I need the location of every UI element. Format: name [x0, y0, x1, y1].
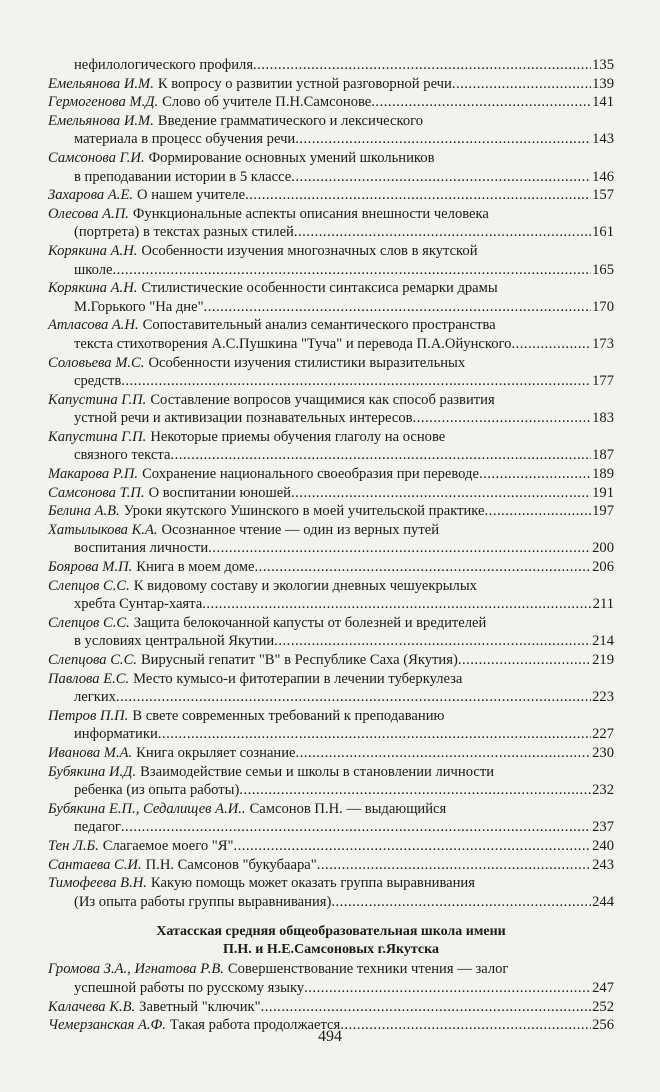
toc-entry	[48, 874, 614, 911]
toc-entry-line	[48, 484, 614, 503]
toc-entry	[48, 93, 614, 112]
toc-author: Бубякина И.Д.	[48, 763, 137, 780]
section-heading-line: Хатасская средняя общеобразовательная школа имени	[156, 924, 506, 940]
toc-title: Совершенствование техники чтения — залог	[227, 961, 509, 978]
dot-leader	[245, 186, 591, 205]
section-heading	[48, 923, 614, 959]
toc-entry-line	[48, 298, 614, 317]
toc-author: Боярова М.П.	[48, 559, 133, 576]
toc-entry-line	[48, 818, 614, 837]
toc-author: Капустина Г.П.	[48, 391, 147, 408]
toc-author: Тен Л.Б.	[48, 837, 99, 854]
toc-author: Захарова А.Е.	[48, 187, 134, 204]
toc-entry-line	[48, 521, 614, 540]
toc-entry	[48, 56, 614, 75]
dot-leader	[413, 409, 592, 428]
toc-page-number: 230	[592, 744, 614, 761]
toc-author: Иванова М.А.	[48, 744, 133, 761]
toc-author: Громова З.А., Игнатова Р.В.	[48, 961, 224, 978]
toc-title: успешной работы по русскому языку	[74, 979, 305, 996]
toc-title: Введение грамматического и лексического	[157, 112, 424, 129]
dot-leader	[291, 484, 591, 503]
dot-leader	[233, 837, 591, 856]
toc-entry	[48, 149, 614, 186]
toc-entry-line	[48, 998, 614, 1017]
toc-title: П.Н. Самсонов "букубаара"	[145, 856, 317, 873]
toc-title: Некоторые приемы обучения глаголу на основе	[150, 428, 446, 445]
dot-leader	[112, 261, 591, 280]
toc-entry	[48, 484, 614, 503]
toc-page-number: 161	[592, 224, 614, 241]
toc-entry	[48, 670, 614, 707]
toc-title: В свете современных требований к преподаванию	[132, 707, 445, 724]
toc-entry-line	[48, 670, 614, 689]
toc-entry	[48, 521, 614, 558]
toc-entry	[48, 744, 614, 763]
toc-entry-line	[48, 763, 614, 782]
toc-list	[48, 960, 614, 1034]
toc-entry-line	[48, 316, 614, 335]
toc-title: Слово об учителе П.Н.Самсонове	[162, 94, 372, 111]
toc-entry-line	[48, 874, 614, 893]
toc-entry-line	[48, 539, 614, 558]
toc-title: Особенности изучения стилистики выразительных	[148, 354, 466, 371]
toc-entry	[48, 800, 614, 837]
toc-title: Функциональные аспекты описания внешности человека	[132, 205, 489, 222]
toc-entry-line	[48, 856, 614, 875]
toc-page-number: 223	[592, 689, 614, 706]
toc-title: нефилологического профиля	[74, 57, 254, 73]
toc-entry-line	[48, 800, 614, 819]
toc-entry-line	[48, 725, 614, 744]
dot-leader	[458, 651, 591, 670]
table-of-contents	[48, 56, 614, 1035]
toc-entry-line	[48, 446, 614, 465]
toc-title: ребенка (из опыта работы)	[74, 782, 240, 799]
toc-entry-line	[48, 149, 614, 168]
toc-entry	[48, 205, 614, 242]
toc-entry	[48, 112, 614, 149]
toc-page-number: 141	[592, 94, 614, 111]
toc-page-number: 232	[592, 782, 614, 799]
toc-entry	[48, 998, 614, 1017]
toc-title: Книга окрыляет сознание	[136, 744, 296, 761]
toc-title: (портрета) в текстах разных стилей	[74, 224, 294, 241]
toc-page-number: 256	[592, 1017, 614, 1034]
toc-entry	[48, 707, 614, 744]
toc-author: Петров П.П.	[48, 707, 129, 724]
dot-leader	[253, 56, 591, 75]
toc-title: хребта Сунтар-хаята	[74, 596, 203, 613]
toc-page-number: 177	[592, 373, 614, 390]
toc-entry-line	[48, 75, 614, 94]
toc-title: Слагаемое моего "Я"	[102, 837, 234, 854]
toc-page-number: 170	[592, 298, 614, 315]
dot-leader	[452, 75, 591, 94]
dot-leader	[317, 856, 591, 875]
toc-title: (Из опыта работы группы выравнивания)	[74, 893, 332, 910]
toc-page-number: 227	[592, 726, 614, 743]
toc-title: Взаимодействие семьи и школы в становлении личности	[140, 763, 495, 780]
toc-entry	[48, 279, 614, 316]
toc-entry-line	[48, 558, 614, 577]
toc-entry	[48, 856, 614, 875]
toc-entry	[48, 242, 614, 279]
toc-title: информатики	[74, 726, 158, 743]
toc-list	[48, 56, 614, 911]
toc-entry	[48, 186, 614, 205]
toc-entry	[48, 558, 614, 577]
toc-title: Осознанное чтение — один из верных путей	[161, 521, 440, 538]
toc-page-number: 252	[592, 998, 614, 1015]
toc-entry-line	[48, 56, 614, 75]
toc-title: школе	[74, 261, 113, 278]
toc-page-number: 206	[592, 559, 614, 576]
dot-leader	[116, 688, 591, 707]
toc-entry-line	[48, 744, 614, 763]
toc-entry	[48, 837, 614, 856]
toc-page-number: 191	[592, 484, 614, 501]
toc-entry	[48, 75, 614, 94]
toc-entry	[48, 391, 614, 428]
toc-author: Самсонова Г.И.	[48, 149, 145, 166]
toc-title: К вопросу о развитии устной разговорной речи	[157, 75, 452, 92]
toc-title: Формирование основных умений школьников	[148, 149, 435, 166]
toc-page-number: 173	[592, 335, 614, 352]
toc-author: Белина А.В.	[48, 503, 120, 520]
toc-entry-line	[48, 130, 614, 149]
toc-title: О нашем учителе	[137, 187, 246, 204]
toc-author: Чемерзанская А.Ф.	[48, 1017, 166, 1034]
dot-leader	[239, 781, 591, 800]
toc-page-number: 200	[592, 540, 614, 557]
toc-page-number: 146	[592, 168, 614, 185]
toc-entry-line	[48, 279, 614, 298]
toc-entry-line	[48, 372, 614, 391]
toc-page-number: 183	[592, 410, 614, 427]
toc-title: О воспитании юношей	[148, 484, 291, 501]
toc-title: текста стихотворения А.С.Пушкина "Туча" и перевода П.А.Ойунского	[74, 335, 512, 352]
toc-entry-line	[48, 205, 614, 224]
dot-leader	[121, 372, 591, 391]
toc-title: педагог	[74, 819, 121, 836]
toc-title: воспитания личности	[74, 540, 209, 557]
toc-title: Особенности изучения многозначных слов в якутской	[141, 242, 478, 259]
toc-entry-line	[48, 409, 614, 428]
toc-entry-line	[48, 595, 614, 614]
toc-title: М.Горького "На дне"	[74, 298, 204, 315]
page-number: 494	[318, 1028, 342, 1045]
toc-entry	[48, 577, 614, 614]
toc-page-number: 157	[592, 187, 614, 204]
dot-leader	[291, 168, 591, 187]
toc-title: Защита белокочанной капусты от болезней и вредителей	[133, 614, 487, 631]
toc-author: Слепцова С.С.	[48, 652, 137, 668]
toc-page-number: 135	[592, 57, 614, 73]
toc-entry-line	[48, 428, 614, 447]
toc-page-number: 243	[592, 856, 614, 873]
dot-leader	[511, 335, 591, 354]
toc-title: связного текста	[74, 447, 171, 464]
toc-entry	[48, 428, 614, 465]
toc-title: Стилистические особенности синтаксиса ремарки драмы	[141, 280, 498, 297]
dot-leader	[255, 558, 592, 577]
toc-entry-line	[48, 242, 614, 261]
toc-entry-line	[48, 577, 614, 596]
toc-author: Капустина Г.П.	[48, 428, 147, 445]
toc-title: легких	[74, 689, 116, 706]
toc-author: Павлова Е.С.	[48, 670, 130, 687]
toc-author: Олесова А.П.	[48, 205, 129, 222]
toc-author: Слепцов С.С.	[48, 577, 130, 594]
toc-entry-line	[48, 837, 614, 856]
toc-page-number: 244	[592, 893, 614, 910]
toc-entry	[48, 960, 614, 997]
toc-title: Самсонов П.Н. — выдающийся	[249, 800, 447, 817]
toc-entry	[48, 651, 614, 670]
toc-page-number: 211	[592, 596, 614, 613]
toc-page-number: 189	[592, 466, 614, 483]
toc-author: Сантаева С.И.	[48, 856, 142, 873]
toc-title: Какую помощь может оказать группа выравнивания	[150, 875, 475, 892]
toc-page-number: 237	[592, 819, 614, 836]
toc-page-number: 187	[592, 447, 614, 464]
toc-page-number: 214	[592, 633, 614, 650]
toc-entry-line	[48, 93, 614, 112]
dot-leader	[485, 502, 592, 521]
dot-leader	[479, 465, 591, 484]
toc-author: Макарова Р.П.	[48, 466, 139, 483]
toc-entry	[48, 614, 614, 651]
toc-entry-line	[48, 651, 614, 670]
dot-leader	[294, 223, 591, 242]
toc-entry-line	[48, 465, 614, 484]
toc-entry-line	[48, 391, 614, 410]
toc-author: Корякина А.Н.	[48, 242, 138, 259]
toc-author: Емельянова И.М.	[48, 112, 154, 129]
toc-title: Составление вопросов учащимися как способ развития	[150, 391, 495, 408]
toc-entry	[48, 465, 614, 484]
toc-entry-line	[48, 186, 614, 205]
toc-entry-line	[48, 960, 614, 979]
toc-title: К видовому составу и экологии дневных чешуекрылых	[133, 577, 477, 594]
dot-leader	[274, 632, 591, 651]
toc-title: устной речи и активизации познавательных интересов	[74, 410, 413, 427]
toc-entry-line	[48, 632, 614, 651]
toc-title: Уроки якутского Ушинского в моей учительской практике	[123, 503, 485, 520]
dot-leader	[208, 539, 591, 558]
dot-leader	[371, 93, 591, 112]
toc-entry-line	[48, 688, 614, 707]
toc-entry-line	[48, 354, 614, 373]
toc-entry-line	[48, 781, 614, 800]
toc-title: средств	[74, 373, 122, 390]
toc-entry-line	[48, 707, 614, 726]
section-heading-line: П.Н. и Н.Е.Самсоновых г.Якутска	[222, 942, 439, 958]
toc-entry	[48, 316, 614, 353]
toc-entry	[48, 354, 614, 391]
dot-leader	[296, 744, 592, 763]
dot-leader	[331, 893, 591, 912]
toc-title: Вирусный гепатит "В" в Республике Саха (Якутия)	[140, 652, 458, 668]
toc-title: Место кумысо-и фитотерапии в лечении туберкулеза	[133, 670, 463, 687]
toc-page-number: 139	[592, 75, 614, 92]
toc-author: Самсонова Т.П.	[48, 484, 145, 501]
dot-leader	[304, 979, 591, 998]
toc-author: Атласова А.Н.	[48, 317, 139, 334]
toc-author: Соловьева М.С.	[48, 354, 145, 371]
toc-entry	[48, 502, 614, 521]
dot-leader	[202, 595, 591, 614]
toc-title: в преподавании истории в 5 классе	[74, 168, 292, 185]
toc-title: материала в процесс обучения речи	[74, 131, 296, 148]
toc-author: Емельянова И.М.	[48, 75, 154, 92]
toc-entry-line	[48, 168, 614, 187]
toc-author: Тимофеева В.Н.	[48, 875, 147, 892]
toc-entry	[48, 763, 614, 800]
toc-entry-line	[48, 261, 614, 280]
toc-entry-line	[48, 614, 614, 633]
toc-title: Сохранение национального своеобразия при переводе	[142, 466, 479, 483]
dot-leader	[204, 298, 592, 317]
toc-author: Бубякина Е.П., Седалищев А.И..	[48, 800, 246, 817]
toc-title: в условиях центральной Якутии	[74, 633, 275, 650]
toc-entry-line	[48, 223, 614, 242]
toc-entry-line	[48, 502, 614, 521]
toc-page-number: 247	[592, 979, 614, 996]
toc-title: Заветный "ключик"	[139, 998, 261, 1015]
toc-title: Такая работа продолжается	[169, 1017, 341, 1034]
toc-author: Слепцов С.С.	[48, 614, 130, 631]
dot-leader	[158, 725, 591, 744]
toc-author: Калачева К.В.	[48, 998, 136, 1015]
toc-entry-line	[48, 979, 614, 998]
toc-author: Корякина А.Н.	[48, 280, 138, 297]
toc-author: Гермогенова М.Д.	[48, 94, 159, 111]
toc-page-number: 197	[592, 503, 614, 520]
toc-page-number: 240	[592, 837, 614, 854]
dot-leader	[261, 998, 592, 1017]
toc-title: Сопоставительный анализ семантического пространства	[142, 317, 496, 334]
toc-title: Книга в моем доме	[136, 559, 255, 576]
dot-leader	[170, 446, 591, 465]
toc-page-number: 143	[592, 131, 614, 148]
toc-entry-line	[48, 893, 614, 912]
toc-entry-line	[48, 112, 614, 131]
dot-leader	[121, 818, 591, 837]
toc-page-number: 219	[592, 652, 614, 668]
dot-leader	[295, 130, 591, 149]
toc-entry-line	[48, 335, 614, 354]
toc-author: Хатылыкова К.А.	[48, 521, 158, 538]
toc-page-number: 165	[592, 261, 614, 278]
